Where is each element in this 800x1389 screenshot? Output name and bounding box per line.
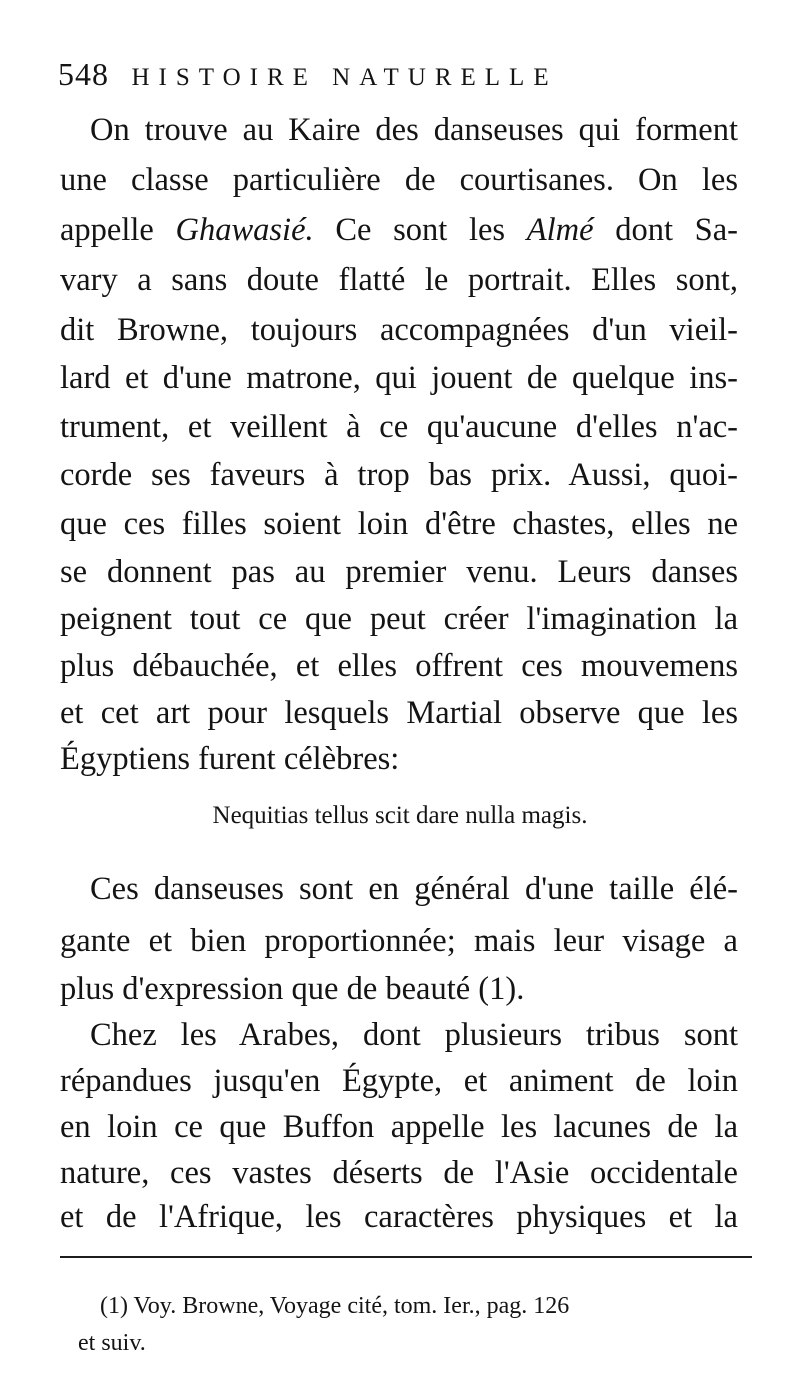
text-line: [60, 207, 738, 253]
text-line: se donnent pas au premier venu. Leurs danses: [60, 554, 738, 590]
text-line: plus débauchée, et elles offrent ces mouvemens: [60, 648, 738, 684]
text-line: et de l'Afrique, les caractères physiques et la: [60, 1199, 738, 1235]
footnote-line: (1) Voy. Browne, Voyage cité, tom. Ier., pag. 126: [100, 1293, 570, 1319]
text-fragment: Ce sont les: [313, 212, 527, 248]
text-line: que ces filles soient loin d'être chastes, elles ne: [60, 506, 738, 542]
latin-quotation: Nequitias tellus scit dare nulla magis.: [212, 802, 588, 829]
text-line: gante et bien proportionnée; mais leur visage a: [60, 923, 738, 959]
italic-term: Ghawasié.: [175, 212, 314, 248]
text-line: lard et d'une matrone, qui jouent de quelque ins-: [60, 360, 738, 396]
text-line: plus d'expression que de beauté (1).: [60, 971, 525, 1007]
italic-term: Almé: [526, 212, 594, 248]
text-fragment: dont Sa-: [593, 212, 738, 248]
text-line: trument, et veillent à ce qu'aucune d'elles n'ac-: [60, 409, 738, 445]
text-line: Ces danseuses sont en général d'une taille élé-: [90, 871, 738, 907]
footnote-divider: [60, 1256, 752, 1258]
text-line: une classe particulière de courtisanes. On les: [60, 162, 738, 198]
text-line: Égyptiens furent célèbres:: [60, 741, 400, 777]
page-header: [58, 56, 758, 93]
footnote-line: et suiv.: [78, 1330, 146, 1356]
page-number: 548: [58, 56, 109, 92]
text-line: Chez les Arabes, dont plusieurs tribus sont: [90, 1017, 738, 1053]
text-line: corde ses faveurs à trop bas prix. Aussi, quoi-: [60, 457, 738, 493]
text-fragment: appelle: [60, 212, 176, 248]
text-line: répandues jusqu'en Égypte, et animent de loin: [60, 1063, 738, 1099]
running-title: HISTOIRE NATURELLE: [131, 64, 558, 91]
text-line: vary a sans doute flatté le portrait. Elles sont,: [60, 262, 738, 298]
text-line: en loin ce que Buffon appelle les lacunes de la: [60, 1109, 738, 1145]
text-line: On trouve au Kaire des danseuses qui forment: [90, 112, 738, 148]
text-line: et cet art pour lesquels Martial observe que les: [60, 695, 738, 731]
text-line: nature, ces vastes déserts de l'Asie occidentale: [60, 1155, 738, 1191]
text-line: dit Browne, toujours accompagnées d'un vieil-: [60, 312, 738, 348]
text-line: peignent tout ce que peut créer l'imagination la: [60, 601, 738, 637]
